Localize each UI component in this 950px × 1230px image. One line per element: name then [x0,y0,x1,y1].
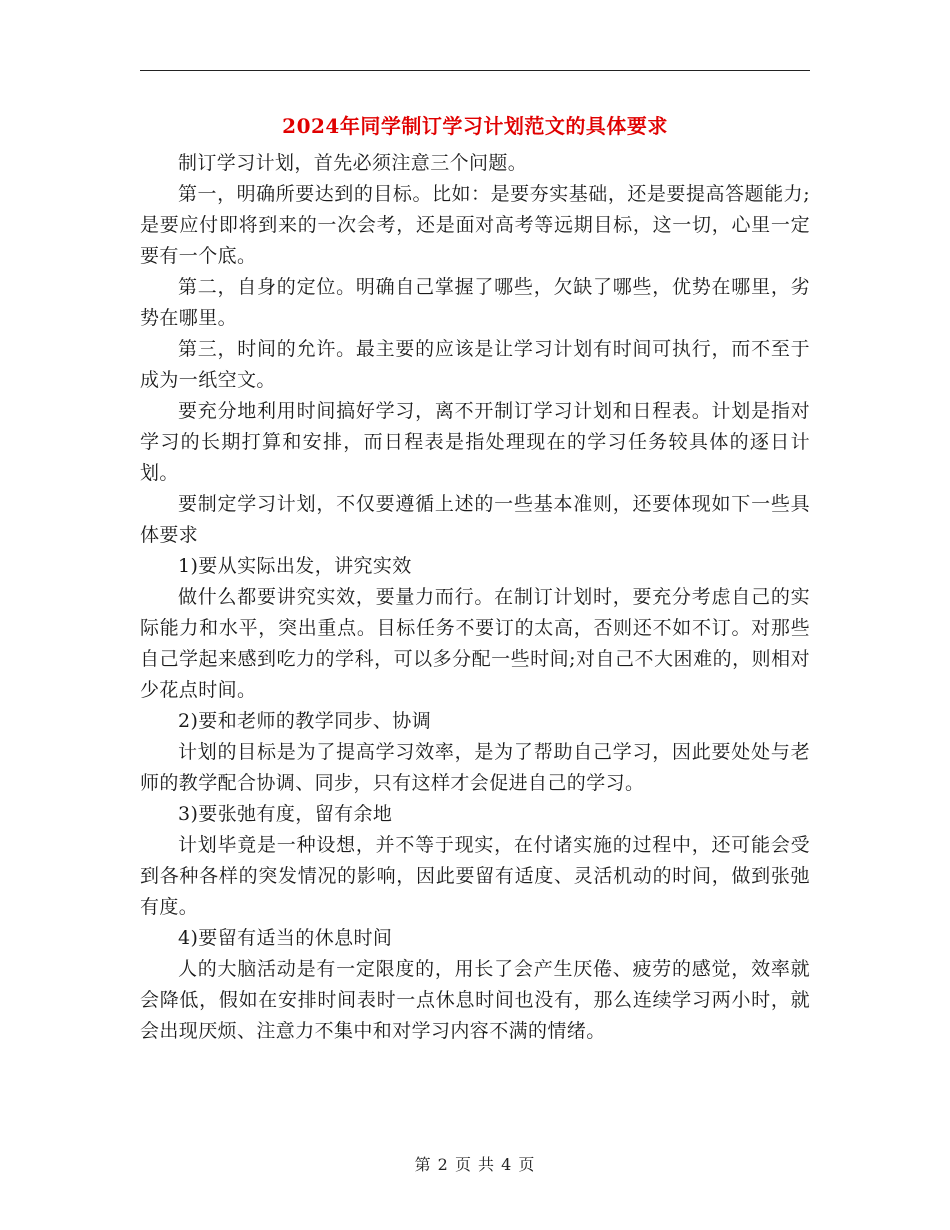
paragraph-requirement-3: 计划毕竟是一种设想，并不等于现实，在付诸实施的过程中，还可能会受到各种各样的突发情况的影响，因此要留有适度、灵活机动的时间，做到张弛有度。 [140,834,810,918]
paragraph-requirement-1: 做什么都要讲究实效，要量力而行。在制订计划时，要充分考虑自己的实际能力和水平，突出重点。目标任务不要订的太高，否则还不如不订。对那些自己学起来感到吃力的学科，可以多分配一些时间;对自己不大困难的，则相对少花点时间。 [140,586,810,701]
heading-requirement-2: 2)要和老师的教学同步、协调 [178,710,432,732]
document-title: 2024年同学制订学习计划范文的具体要求 [282,114,668,138]
paragraph-requirement-2: 计划的目标是为了提高学习效率，是为了帮助自己学习，因此要处处与老师的教学配合协调、同步，只有这样才会促进自己的学习。 [140,741,810,794]
paragraph-intro: 制订学习计划，首先必须注意三个问题。 [178,152,528,174]
header-rule [140,70,810,71]
paragraph-requirements-intro: 要制定学习计划，不仅要遵循上述的一些基本准则，还要体现如下一些具体要求 [140,493,810,546]
paragraph-requirement-4: 人的大脑活动是有一定限度的，用长了会产生厌倦、疲劳的感觉，效率就会降低，假如在安排时间表时一点休息时间也没有，那么连续学习两小时，就会出现厌烦、注意力不集中和对学习内容不满的情绪。 [140,958,810,1042]
document-body [140,148,810,1047]
heading-requirement-4: 4)要留有适当的休息时间 [178,927,393,949]
paragraph-point-3: 第三，时间的允许。最主要的应该是让学习计划有时间可执行，而不至于成为一纸空文。 [140,338,810,391]
paragraph-time-usage: 要充分地利用时间搞好学习，离不开制订学习计划和日程表。计划是指对学习的长期打算和安排，而日程表是指处理现在的学习任务较具体的逐日计划。 [140,400,810,484]
heading-requirement-1: 1)要从实际出发，讲究实效 [178,555,412,577]
heading-requirement-3: 3)要张弛有度，留有余地 [178,803,393,825]
paragraph-point-1: 第一，明确所要达到的目标。比如：是要夯实基础，还是要提高答题能力;是要应付即将到来的一次会考，还是面对高考等远期目标，这一切，心里一定要有一个底。 [140,183,810,267]
page-number: 第 2 页 共 4 页 [414,1155,536,1174]
paragraph-point-2: 第二，自身的定位。明确自己掌握了哪些，欠缺了哪些，优势在哪里，劣势在哪里。 [140,276,810,329]
